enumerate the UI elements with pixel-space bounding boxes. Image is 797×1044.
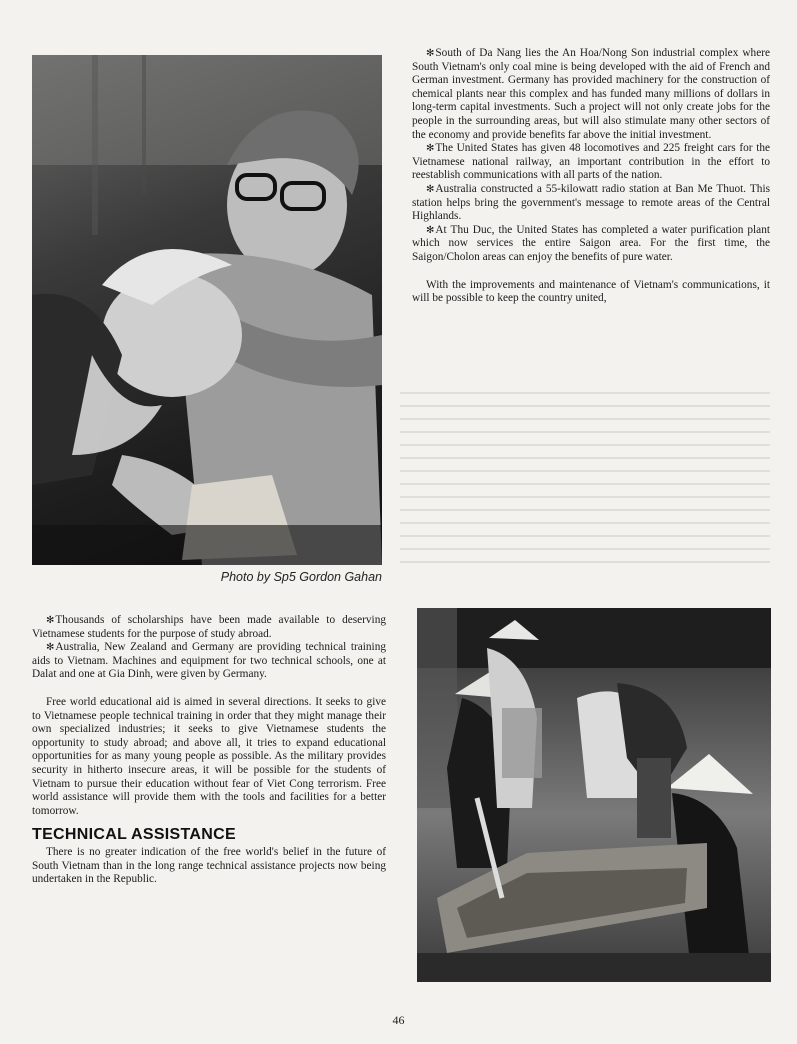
paragraph-radio-station: ✻Australia constructed a 55-kilowatt radio station at Ban Me Thuot. This station helps bring the government's message to remote areas of the Central Highlands. <box>412 182 770 223</box>
section-heading: TECHNICAL ASSISTANCE <box>32 826 236 844</box>
right-column-text <box>412 47 770 306</box>
photo-caption: Photo by Sp5 Gordon Gahan <box>220 570 382 584</box>
page-number: 46 <box>392 1013 405 1027</box>
asterisk-icon: ✻ <box>46 642 55 654</box>
paragraph-communications: With the improvements and maintenance of Vietnam's communications, it will be possible to keep the country united, <box>412 278 770 305</box>
asterisk-icon: ✻ <box>426 143 435 155</box>
bleed-through-text <box>400 392 770 592</box>
paragraph-scholarships: ✻Thousands of scholarships have been made available to deserving Vietnamese students for the purpose of study abroad. <box>32 614 386 640</box>
paragraph-educational-aid: Free world educational aid is aimed in several directions. It seeks to give to Vietnamese people technical training in order that they might manage their own specialized industries; it seeks to give Vietnamese students the opportunity to study abroad; and above all, it tries to expand educational opportunities for as many young people as possible. As the military provides security in hitherto insecure areas, it will be possible for the students of Vietnam to pursue their education without fear of Viet Cong terrorism. Free world assistance will provide them with the tools and facilities for a better tomorrow. <box>32 695 386 817</box>
asterisk-icon: ✻ <box>426 48 435 59</box>
photo-illustration <box>32 55 382 565</box>
paragraph-water-plant: ✻At Thu Duc, the United States has completed a water purification plant which now services the entire Saigon area. For the first time, the Saigon/Cholon areas can enjoy the benefits of pure water. <box>412 223 770 263</box>
photo-elder-and-volunteer <box>32 55 382 565</box>
paragraph-coal-mine: ✻South of Da Nang lies the An Hoa/Nong Son industrial complex where South Vietnam's only coal mine is being developed with the aid of French and German investment. Germany has provided machinery for the construction of chemical plants near this complex and has funded many millions of dollars in long-term capital investments. Such a project will not only create jobs for the people in the surrounding areas, but will also stimulate many other sectors of the economy and provide benefits far above the initial investment. <box>412 47 770 141</box>
photo-workers-construction <box>417 608 771 982</box>
paragraph-technical-assistance: There is no greater indication of the free world's belief in the future of South Vietnam than in the long range technical assistance projects now being undertaken in the Republic. <box>32 845 386 886</box>
asterisk-icon: ✻ <box>46 615 55 626</box>
paragraph-training-aids: ✻Australia, New Zealand and Germany are providing technical training aids to Vietnam. Machines and equipment for two technical schools, one at Dalat and one at Gia Dinh, were given by Germany. <box>32 641 386 681</box>
asterisk-icon: ✻ <box>426 224 435 236</box>
photo-illustration <box>417 608 771 982</box>
paragraph-locomotives: ✻The United States has given 48 locomotives and 225 freight cars for the Vietnamese national railway, an important contribution in the effort to reestablish communications with all parts of the nation. <box>412 142 770 182</box>
left-column-text <box>32 614 386 887</box>
asterisk-icon: ✻ <box>426 183 435 195</box>
